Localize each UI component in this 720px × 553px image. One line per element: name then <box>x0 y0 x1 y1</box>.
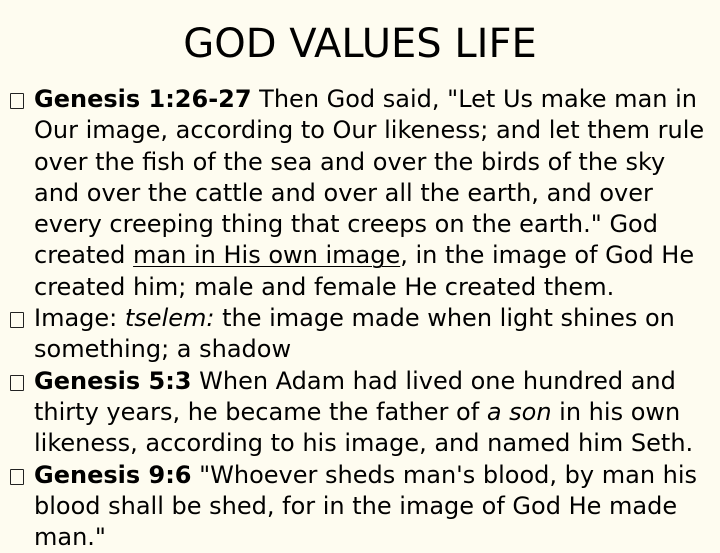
hebrew-term: tselem: <box>124 304 215 333</box>
bullet-text: in his own likeness, according to his image, and named him Seth. <box>34 397 694 458</box>
bullet-text: "Whoever sheds man's blood, by man his blood shall be shed, for in the image of God He made man." <box>34 460 698 552</box>
scripture-reference: Genesis 1:26-27 <box>34 85 252 113</box>
bullet-text: the image made when light shines on something; a shadow <box>34 304 675 364</box>
bullet-list <box>0 84 720 553</box>
bullet-box-icon <box>10 312 24 328</box>
bullet-box-icon <box>10 469 24 485</box>
bullet-text: Then God said, "Let Us make man in Our image, according to Our likeness; and let them rule over the fish of the sea and over the birds of the sky and over the cattle and over all the earth, and over every creeping thing that creeps on the earth." God created <box>34 85 705 270</box>
bullet-text: , in the image of God He created him; male and female He created them. <box>34 241 695 301</box>
slide-title: GOD VALUES LIFE <box>183 21 537 67</box>
scripture-reference: Genesis 5:3 <box>34 366 192 395</box>
bullet-box-icon <box>10 375 24 391</box>
bullet-box-icon <box>10 93 24 109</box>
underlined-phrase: man in His own image <box>133 241 401 270</box>
bullet-genesis-1-26 <box>0 84 720 303</box>
bullet-text: When Adam had lived one hundred and thirty years, he became the father of <box>34 366 676 426</box>
bullet-genesis-9-6 <box>0 460 720 553</box>
bullet-genesis-5-3 <box>0 366 720 460</box>
italic-phrase: a son <box>486 397 552 426</box>
definition-label: Image: <box>34 304 118 333</box>
scripture-reference: Genesis 9:6 <box>34 460 192 489</box>
bullet-image-definition <box>0 303 720 366</box>
